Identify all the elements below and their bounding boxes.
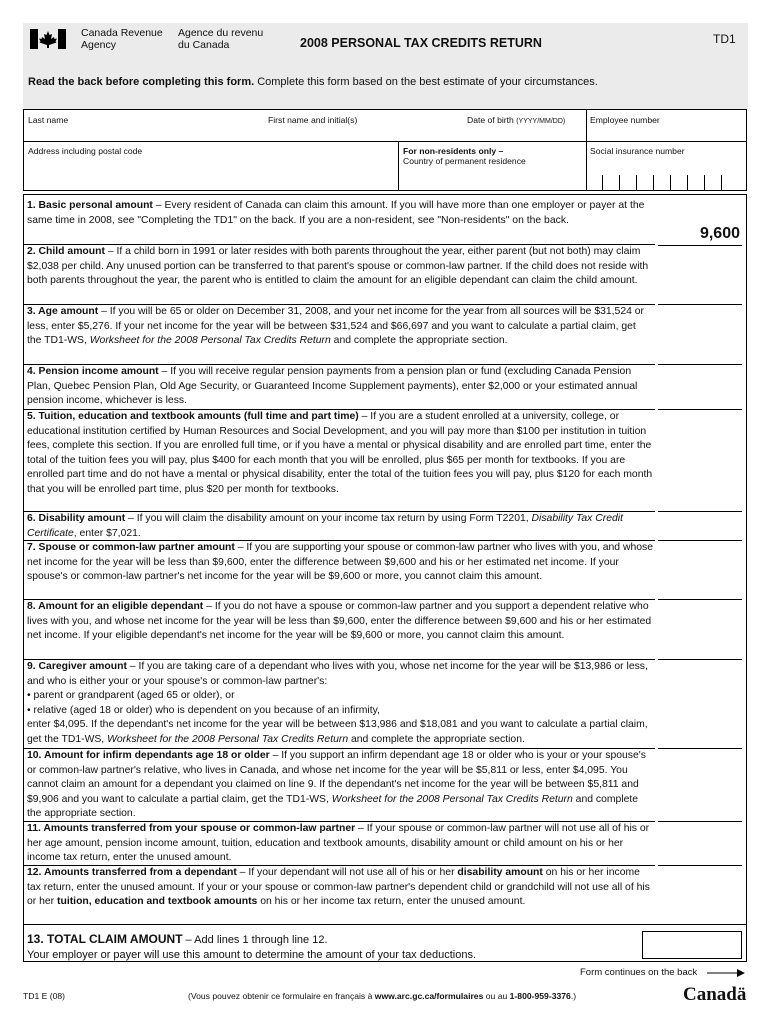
- canada-flag-icon: [30, 29, 66, 49]
- address-label: Address including postal code: [28, 146, 143, 156]
- last-name-field[interactable]: [26, 126, 266, 140]
- line-9-field[interactable]: [658, 748, 742, 749]
- section-2-text: – If a child born in 1991 or later resides with both parents throughout the year, either parent (but not both) may claim $2,038 per child. Any unused portion can be transferred to that parent's spouse or common-law partner. If the child does not reside with both parents throughout the year, the parent who is entitled to claim the amount for an eligible dependant can claim the child amount.: [27, 246, 649, 287]
- section-3-italic: Worksheet for the 2008 Personal Tax Credits Return: [89, 335, 331, 347]
- section-6: [27, 512, 653, 541]
- section-9-tail: and complete the appropriate section.: [348, 733, 525, 745]
- section-10-italic: Worksheet for the 2008 Personal Tax Credits Return: [331, 793, 573, 805]
- section-5-text: – If you are a student enrolled at a university, college, or educational institution certified by Human Resources and Social Development, and you will pay more than $100 per institution in tuition fees, complete this section. If you are enrolled full time, or if you have a mental or physical disability and are enrolled part time, enter the total of the tuition fees you will pay, plus $400 for each month that you will be enrolled, plus $65 per month for textbooks. If you are enrolled part time and do not have a mental or physical disability, enter the total of the tuition fees you will pay, plus $120 for each month that you will be enrolled part time, plus $20 per month for textbooks.: [27, 411, 653, 495]
- section-9-title: 9. Caregiver amount: [27, 661, 127, 672]
- line-2-field[interactable]: [658, 304, 742, 305]
- agency-fr-line1: Agence du revenu: [178, 27, 264, 39]
- line-5-field[interactable]: [658, 511, 742, 512]
- sin-tick: [670, 175, 671, 190]
- section-6-tail: , enter $7,021.: [73, 527, 141, 539]
- section-7-title: 7. Spouse or common-law partner amount: [27, 542, 235, 553]
- section-11: [27, 822, 653, 866]
- section-12-mid: on his or her income tax return, enter the unused amount. If your or your spouse or common-law partner's dependent child or grandchild will not use all of his or her: [27, 867, 650, 908]
- section-5-title: 5. Tuition, education and textbook amounts (full time and part time): [27, 411, 359, 422]
- section-12-title: 12. Amounts transferred from a dependant: [27, 867, 237, 878]
- section-4-text: – If you will receive regular pension payments from a pension plan or fund (excluding Canada Pension Plan, Quebec Pension Plan, Old Age Security, or Guaranteed Income Supplement payments), enter $2,000 or your estimated annual pension income, whichever is less.: [27, 366, 638, 407]
- line-11-field[interactable]: [658, 865, 742, 866]
- section-4: [27, 365, 653, 409]
- country-field[interactable]: [402, 168, 584, 188]
- section-10-title: 10. Amount for infirm dependants age 18 or older: [27, 750, 270, 761]
- section-8-text: – If you do not have a spouse or common-law partner and you support a dependent relative who lives with you, and whose net income for the year will be less than $9,600, enter the difference between $9,600 and his or her estimated net income. If your eligible dependant's net income for the year will be $9,600 or more, you cannot claim this amount.: [27, 601, 652, 642]
- continues-note: [580, 967, 697, 978]
- section-2: [27, 245, 653, 289]
- basic-personal-amount-value[interactable]: 9,600: [699, 225, 740, 242]
- note-bold: Read the back before completing this form.: [28, 76, 255, 88]
- section-3-title: 3. Age amount: [27, 306, 99, 317]
- section-6-title: 6. Disability amount: [27, 513, 126, 524]
- french-url[interactable]: www.arc.gc.ca/formulaires: [374, 991, 484, 1001]
- section-5: [27, 410, 653, 498]
- french-note-end: .): [570, 991, 577, 1001]
- address-field[interactable]: [26, 158, 394, 188]
- section-13-text: – Add lines 1 through line 12.: [182, 934, 328, 946]
- last-name-label: Last name: [28, 115, 69, 125]
- line-3-field[interactable]: [658, 364, 742, 365]
- section-12-tail: on his or her income tax return, enter the unused amount.: [257, 896, 526, 908]
- sin-tick: [602, 175, 603, 190]
- form-code: TD1: [713, 32, 736, 46]
- french-note: [188, 991, 576, 1001]
- section-9-after: enter $4,095. If the dependant's net income for the year will be between $13,986 and $18,081 and you want to calculate a partial claim, get the TD1-WS,: [27, 719, 648, 745]
- dob-label-text: Date of birth: [467, 115, 514, 125]
- section-4-title: 4. Pension income amount: [27, 366, 159, 377]
- agency-name-en: [81, 27, 163, 51]
- line-4-field[interactable]: [658, 409, 742, 410]
- section-13-line-2: Your employer or payer will use this amount to determine the amount of your tax deductions.: [27, 948, 477, 961]
- section-9-italic: Worksheet for the 2008 Personal Tax Credits Return: [107, 733, 349, 745]
- section-3-tail: and complete the appropriate section.: [330, 335, 508, 347]
- section-9-text: – If you are taking care of a dependant who lives with you, whose net income for the year will be $13,986 or less, and who is either your or your spouse's or common-law partner's:: [27, 661, 648, 687]
- section-6-text: – If you will claim the disability amount on your income tax return by using Form T2201,: [125, 513, 532, 524]
- french-note-pre: (Vous pouvez obtenir ce formulaire en français à: [188, 991, 375, 1001]
- section-1: [27, 199, 653, 228]
- section-10: [27, 749, 653, 822]
- agency-fr-line2: du Canada: [178, 39, 230, 51]
- dob-field[interactable]: [466, 126, 584, 140]
- section-12-bold-tuition: tuition, education and textbook amounts: [57, 896, 258, 908]
- sin-tick: [704, 175, 705, 190]
- line-8-field[interactable]: [658, 659, 742, 660]
- instructions-note: [28, 76, 598, 88]
- french-phone: 1-800-959-3376: [509, 991, 571, 1001]
- section-12: [27, 866, 653, 910]
- arrow-right-icon: [707, 968, 745, 978]
- section-8: [27, 600, 653, 644]
- section-9-bullet-1: • parent or grandparent (aged 65 or older), or: [27, 690, 235, 702]
- section-1-text: – Every resident of Canada can claim this amount. If you will have more than one employer or payer at the same time in 2008, see "Completing the TD1" on the back. If you are a non-resident, see "Non-residents" on the back.: [27, 200, 645, 226]
- nonresident-bold: For non-residents only –: [403, 146, 504, 156]
- agency-name-fr: [178, 27, 263, 51]
- id-divider: [586, 109, 587, 191]
- canada-wordmark: Canadä: [683, 984, 747, 1005]
- section-11-text: – If your spouse or common-law partner will not use all of his or her age amount, pension income amount, tuition, education and textbook amounts, disability amount or child amount on his or her income tax return, enter the unused amount.: [27, 823, 650, 864]
- line-6-field[interactable]: [658, 540, 742, 541]
- section-7: [27, 541, 653, 585]
- section-10-text: – If you support an infirm dependant age 18 or older who is your or your spouse's or common-law partner's relative, who lives in Canada, and whose net income for the year will be $5,811 or less, enter $4,095. You cannot claim an amount for a dependant you claimed on line 9. If the dependant's net income for the year will be between $5,811 and $9,906 and you want to calculate a partial claim, get the TD1-WS,: [27, 750, 646, 805]
- line-10-field[interactable]: [658, 821, 742, 822]
- sin-tick: [721, 175, 722, 190]
- section-9-bullet-2: • relative (aged 18 or older) who is dependent on you because of an infirmity,: [27, 704, 380, 716]
- employee-number-field[interactable]: [588, 126, 744, 140]
- form-id: TD1 E (08): [23, 991, 66, 1001]
- nonresident-country: Country of permanent residence: [403, 156, 526, 166]
- line-7-field[interactable]: [658, 599, 742, 600]
- id-divider: [398, 141, 399, 191]
- section-3: [27, 305, 653, 349]
- continues-text: Form continues on the back: [580, 967, 698, 978]
- nonresident-label: [403, 146, 526, 166]
- note-rest: Complete this form based on the best estimate of your circumstances.: [254, 76, 598, 88]
- sin-tick: [636, 175, 637, 190]
- form-title: 2008 PERSONAL TAX CREDITS RETURN: [300, 36, 542, 50]
- section-7-text: – If you are supporting your spouse or common-law partner who lives with you, and whose net income for the year will be less than $9,600, enter the difference between $9,600 and his or her estimated net income. If your spouse's or common-law partner's net income for the year will be $9,600 or more, you cannot claim this amount.: [27, 542, 653, 583]
- first-name-label: First name and initial(s): [268, 115, 358, 125]
- section-8-title: 8. Amount for an eligible dependant: [27, 601, 204, 612]
- id-row-divider: [23, 141, 747, 142]
- dob-format: (YYYY/MM/DD): [516, 118, 566, 125]
- section-1-title: 1. Basic personal amount: [27, 200, 153, 211]
- agency-en-line1: Canada Revenue: [81, 27, 163, 39]
- sin-tick: [619, 175, 620, 190]
- section-13-title: 13. TOTAL CLAIM AMOUNT: [27, 932, 183, 946]
- section-2-title: 2. Child amount: [27, 246, 105, 257]
- section-9: [27, 660, 653, 748]
- section-12-text: – If your dependant will not use all of his or her: [236, 867, 458, 878]
- section-13: [27, 932, 653, 962]
- section-6-italic: Disability Tax Credit Certificate: [27, 513, 623, 539]
- section-divider: [23, 924, 747, 925]
- first-name-field[interactable]: [266, 126, 466, 140]
- section-10-tail: and complete the appropriate section.: [27, 793, 639, 820]
- section-3-text: – If you will be 65 or older on December 31, 2008, and your net income for the year from all sources will be $31,524 or less, enter $5,276. If your net income for the year will be between $31,524 and $66,697 and you want to calculate a partial claim, get the TD1-WS,: [27, 306, 645, 347]
- total-claim-amount-field[interactable]: [642, 931, 742, 959]
- sin-tick: [653, 175, 654, 190]
- french-note-mid: ou au: [483, 991, 510, 1001]
- line-1-field[interactable]: [658, 245, 742, 246]
- sin-tick: [687, 175, 688, 190]
- employee-number-label: Employee number: [590, 115, 660, 125]
- section-12-bold-disability: disability amount: [457, 867, 543, 878]
- sin-label: Social insurance number: [590, 146, 685, 156]
- agency-en-line2: Agency: [81, 39, 117, 51]
- section-11-title: 11. Amounts transferred from your spouse or common-law partner: [27, 823, 356, 834]
